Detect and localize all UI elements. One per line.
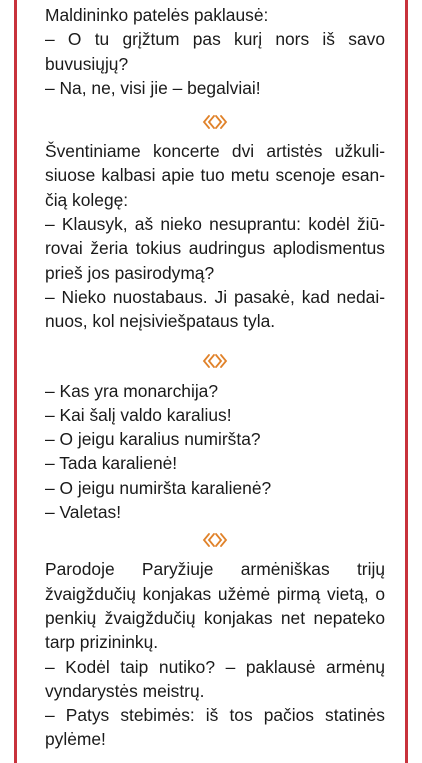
joke-block [45, 557, 385, 751]
joke-line: tarp prizininkų. [45, 632, 159, 653]
joke-line: čią kolegę: [45, 189, 129, 210]
joke-line: nuos, kol neįsiviešpataus tyla. [45, 311, 276, 332]
joke-line: žvaigždučių konjakas užėmė pirmą vietą, o [45, 583, 385, 604]
joke-line: – Nieko nuostabaus. Ji pasakė, kad nedai- [45, 286, 385, 307]
joke-line: pylėme! [45, 729, 106, 750]
joke-line: – O jeigu karalius numiršta? [45, 429, 261, 450]
joke-block [45, 3, 385, 100]
joke-line: – Klausyk, aš nieko nesuprantu: kodėl žiū- [45, 214, 385, 235]
joke-line: – Na, ne, visi jie – begalviai! [45, 77, 261, 98]
joke-line: – Patys stebimės: iš tos pačios statinės [45, 705, 385, 726]
joke-line: – Valetas! [45, 502, 122, 523]
joke-line: buvusiųjų? [45, 53, 129, 74]
separator-ornament-icon [45, 524, 385, 554]
joke-line: – O tu grįžtum pas kurį nors iš savo [45, 29, 385, 50]
joke-line: Parodoje Paryžiuje armėniškas trijų [45, 559, 385, 580]
joke-line: penkių žvaigždučių konjakas net nepateko [45, 607, 385, 628]
left-border-rule [14, 0, 17, 763]
joke-line: prieš jos pasirodymą? [45, 262, 215, 283]
joke-line: rovai žeria tokius audringus aplodismentus [45, 238, 385, 259]
separator-ornament-icon [45, 106, 385, 136]
joke-line: – O jeigu numiršta karalienė? [45, 477, 272, 498]
joke-block [45, 379, 385, 525]
joke-line: – Kodėl taip nutiko? – paklausė armėnų [45, 656, 385, 677]
joke-block [45, 139, 385, 333]
joke-line: Maldininko patelės paklausė: [45, 5, 269, 25]
joke-column [45, 3, 385, 752]
joke-line: vyndarystės meistrų. [45, 680, 205, 701]
joke-line: – Kas yra monarchija? [45, 380, 219, 401]
joke-line: – Kai šalį valdo karalius! [45, 404, 232, 425]
joke-line: Šventiniame koncerte dvi artistės užkuli- [45, 141, 385, 162]
right-border-rule [405, 0, 408, 763]
joke-line: siuose kalbasi apie tuo metu scenoje esan- [45, 165, 385, 186]
separator-ornament-icon [45, 346, 385, 376]
joke-line: – Tada karalienė! [45, 453, 178, 474]
